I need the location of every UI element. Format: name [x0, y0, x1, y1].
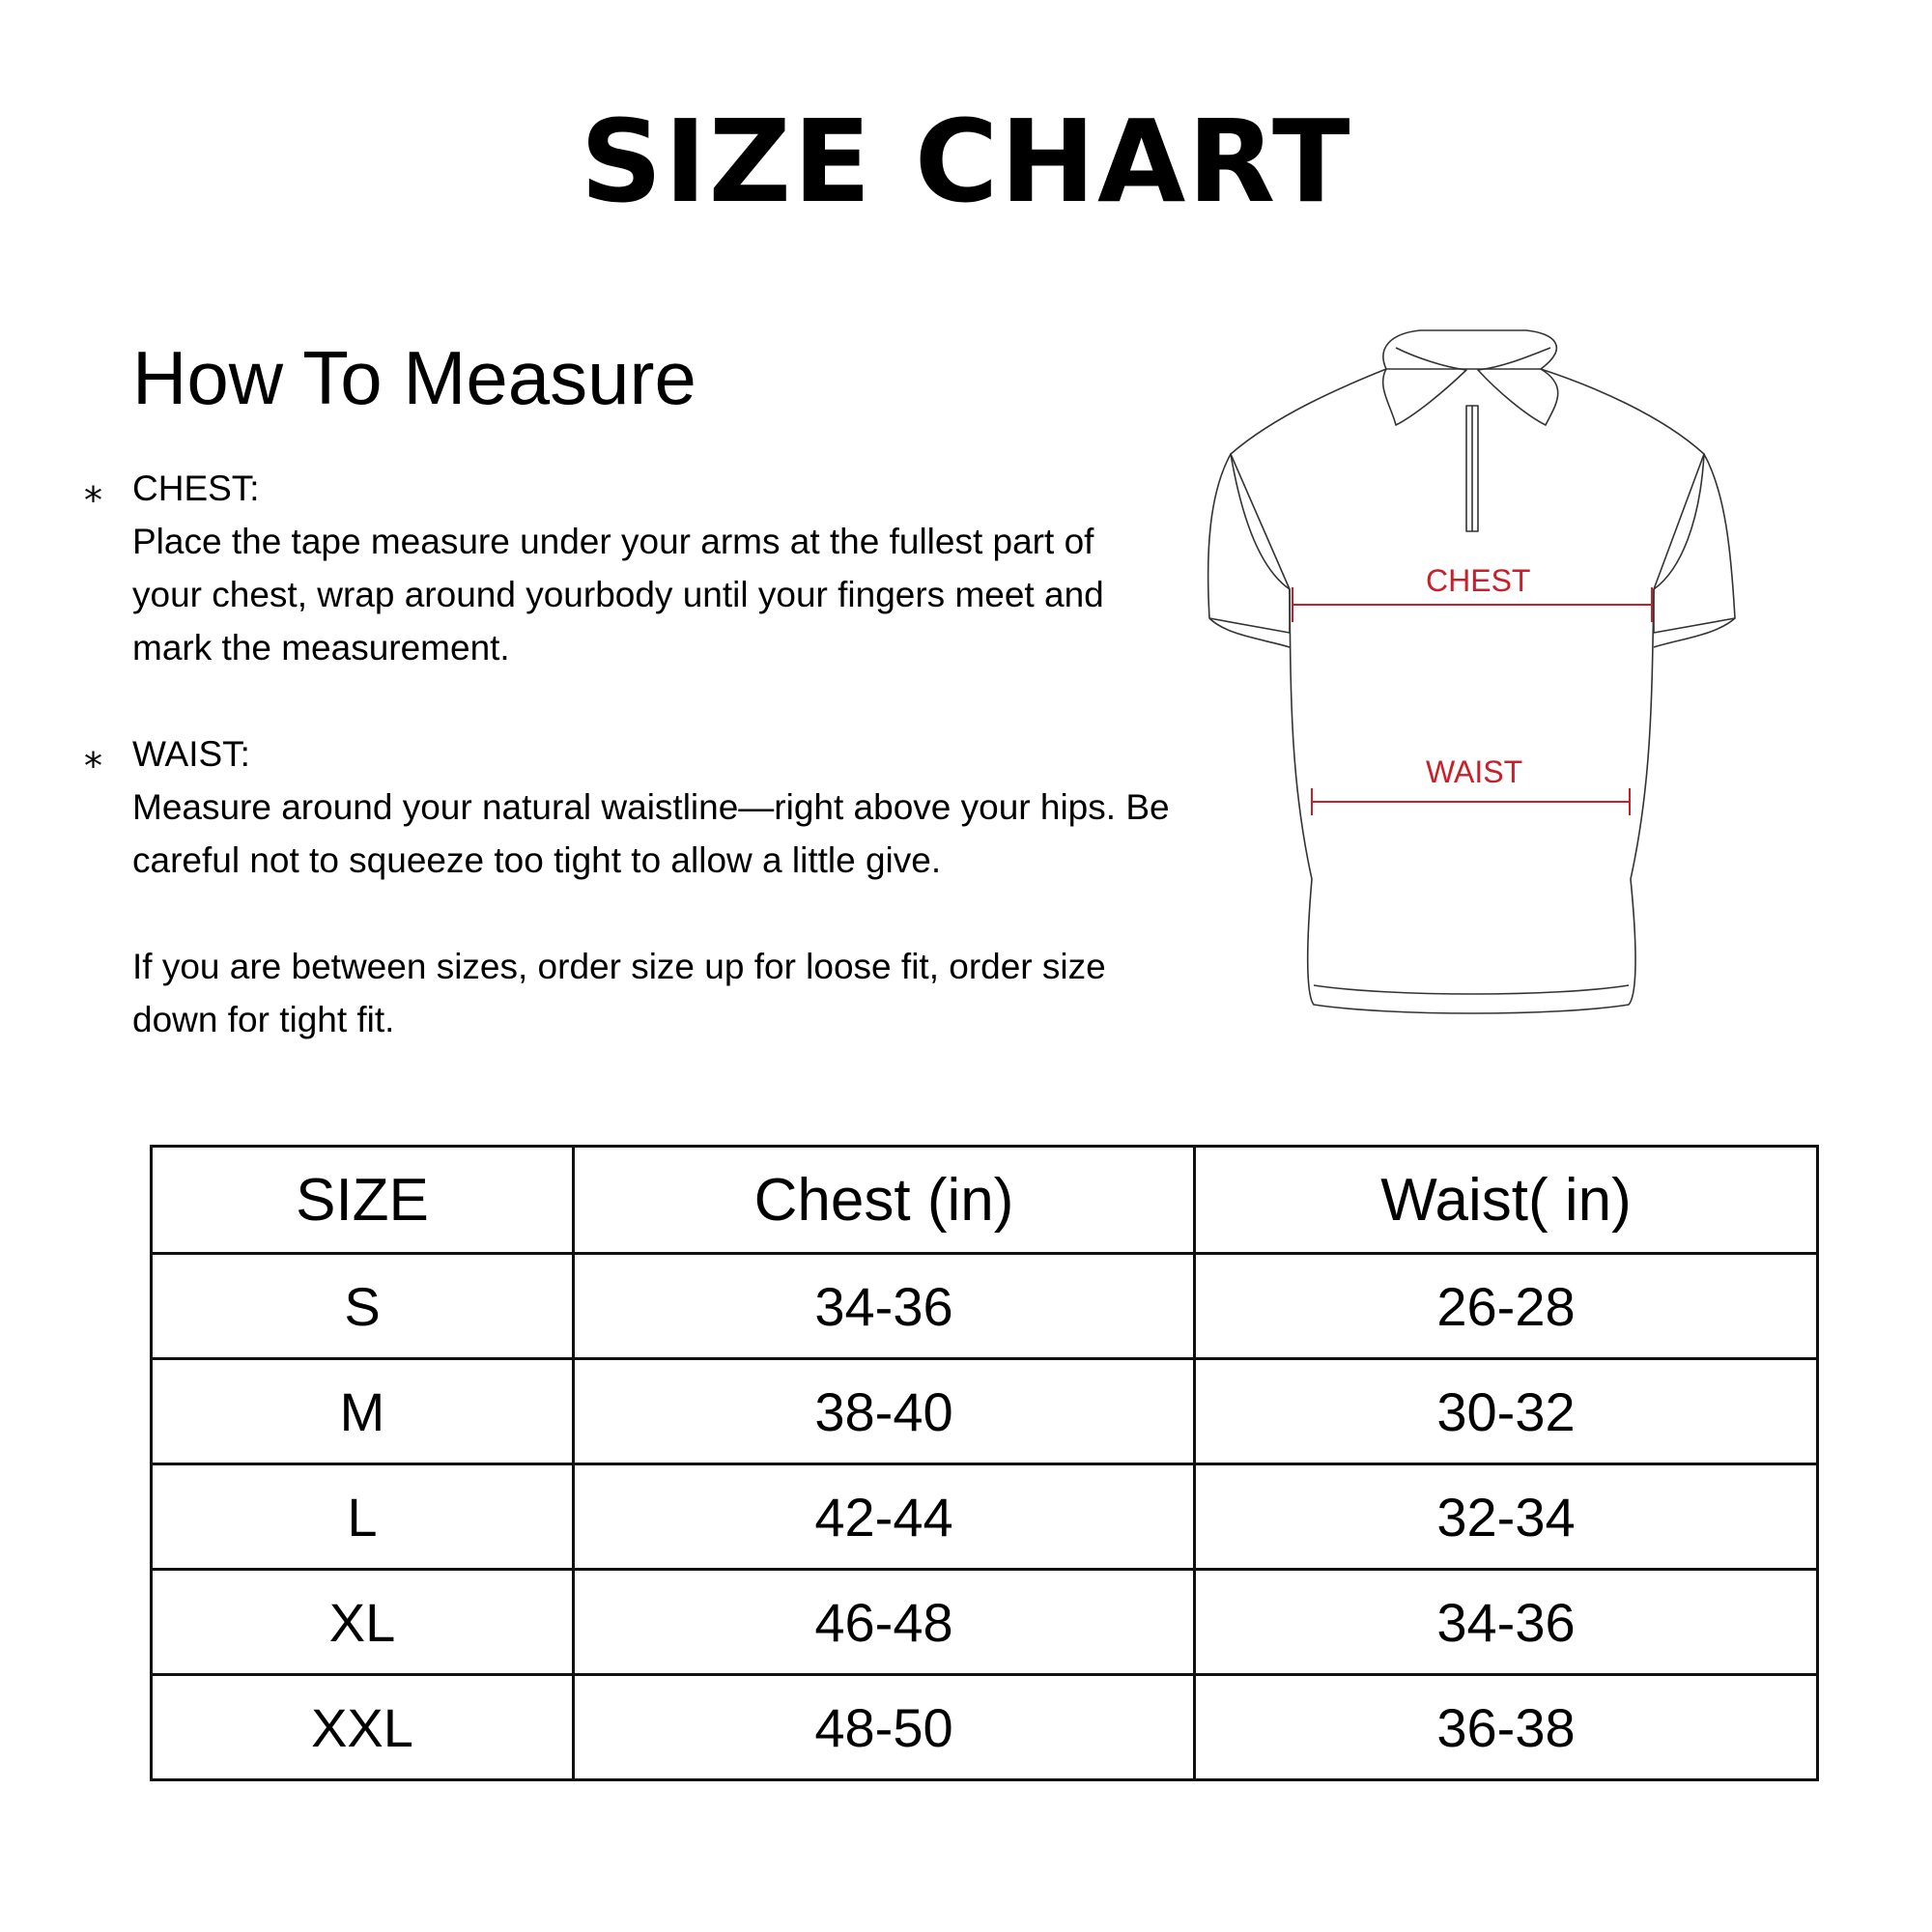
bullet-icon: ⁎	[84, 735, 102, 776]
waist-cell: 26-28	[1195, 1254, 1818, 1359]
size-cell: L	[152, 1464, 574, 1570]
right-sleeve-cuff	[1654, 618, 1735, 647]
table-row	[152, 1675, 1818, 1780]
left-sleeve-cuff	[1209, 618, 1290, 647]
shirt-body	[1231, 369, 1704, 1013]
table-row	[152, 1464, 1818, 1570]
chest-cell: 38-40	[574, 1359, 1195, 1464]
chest-instructions	[84, 462, 1176, 674]
waist-cell: 34-36	[1195, 1570, 1818, 1675]
waist-label: WAIST	[1426, 754, 1523, 789]
column-header-chest: Chest (in)	[574, 1147, 1195, 1254]
measurement-guide	[84, 462, 1176, 1046]
collar-right	[1478, 348, 1558, 425]
table-row	[152, 1359, 1818, 1464]
page-title: SIZE CHART	[580, 95, 1352, 228]
size-cell: XXL	[152, 1675, 574, 1780]
chest-text: Place the tape measure under your arms at the fullest part of your chest, wrap around yourbody until your fingers meet and mark the measurement.	[132, 522, 1104, 668]
chest-cell: 48-50	[574, 1675, 1195, 1780]
collar-back	[1383, 330, 1556, 369]
chest-cell: 34-36	[574, 1254, 1195, 1359]
column-header-size: SIZE	[152, 1147, 574, 1254]
bullet-icon: ⁎	[84, 469, 102, 510]
chest-cell: 42-44	[574, 1464, 1195, 1570]
chest-cell: 46-48	[574, 1570, 1195, 1675]
table-header-row	[152, 1147, 1818, 1254]
how-to-measure-heading: How To Measure	[132, 335, 696, 420]
waist-cell: 32-34	[1195, 1464, 1818, 1570]
waist-cell: 36-38	[1195, 1675, 1818, 1780]
hem-line	[1314, 985, 1629, 994]
polo-shirt-icon	[1198, 328, 1748, 1024]
fit-note: If you are between sizes, order size up for loose fit, order size down for tight fit.	[132, 947, 1106, 1039]
shirt-illustration	[1198, 328, 1748, 1024]
size-cell: S	[152, 1254, 574, 1359]
size-cell: XL	[152, 1570, 574, 1675]
waist-instructions	[84, 727, 1176, 887]
waist-text: Measure around your natural waistline—right above your hips. Be careful not to squeeze too tight to allow a little give.	[132, 787, 1170, 880]
column-header-waist: Waist( in)	[1195, 1147, 1818, 1254]
left-sleeve	[1208, 454, 1290, 633]
right-sleeve	[1654, 454, 1735, 633]
table-row	[152, 1254, 1818, 1359]
size-cell: M	[152, 1359, 574, 1464]
waist-cell: 30-32	[1195, 1359, 1818, 1464]
collar-left	[1383, 348, 1466, 425]
waist-heading: WAIST:	[132, 734, 250, 774]
chest-heading: CHEST:	[132, 469, 260, 508]
table-row	[152, 1570, 1818, 1675]
chest-label: CHEST	[1426, 563, 1531, 598]
size-table	[150, 1145, 1819, 1781]
